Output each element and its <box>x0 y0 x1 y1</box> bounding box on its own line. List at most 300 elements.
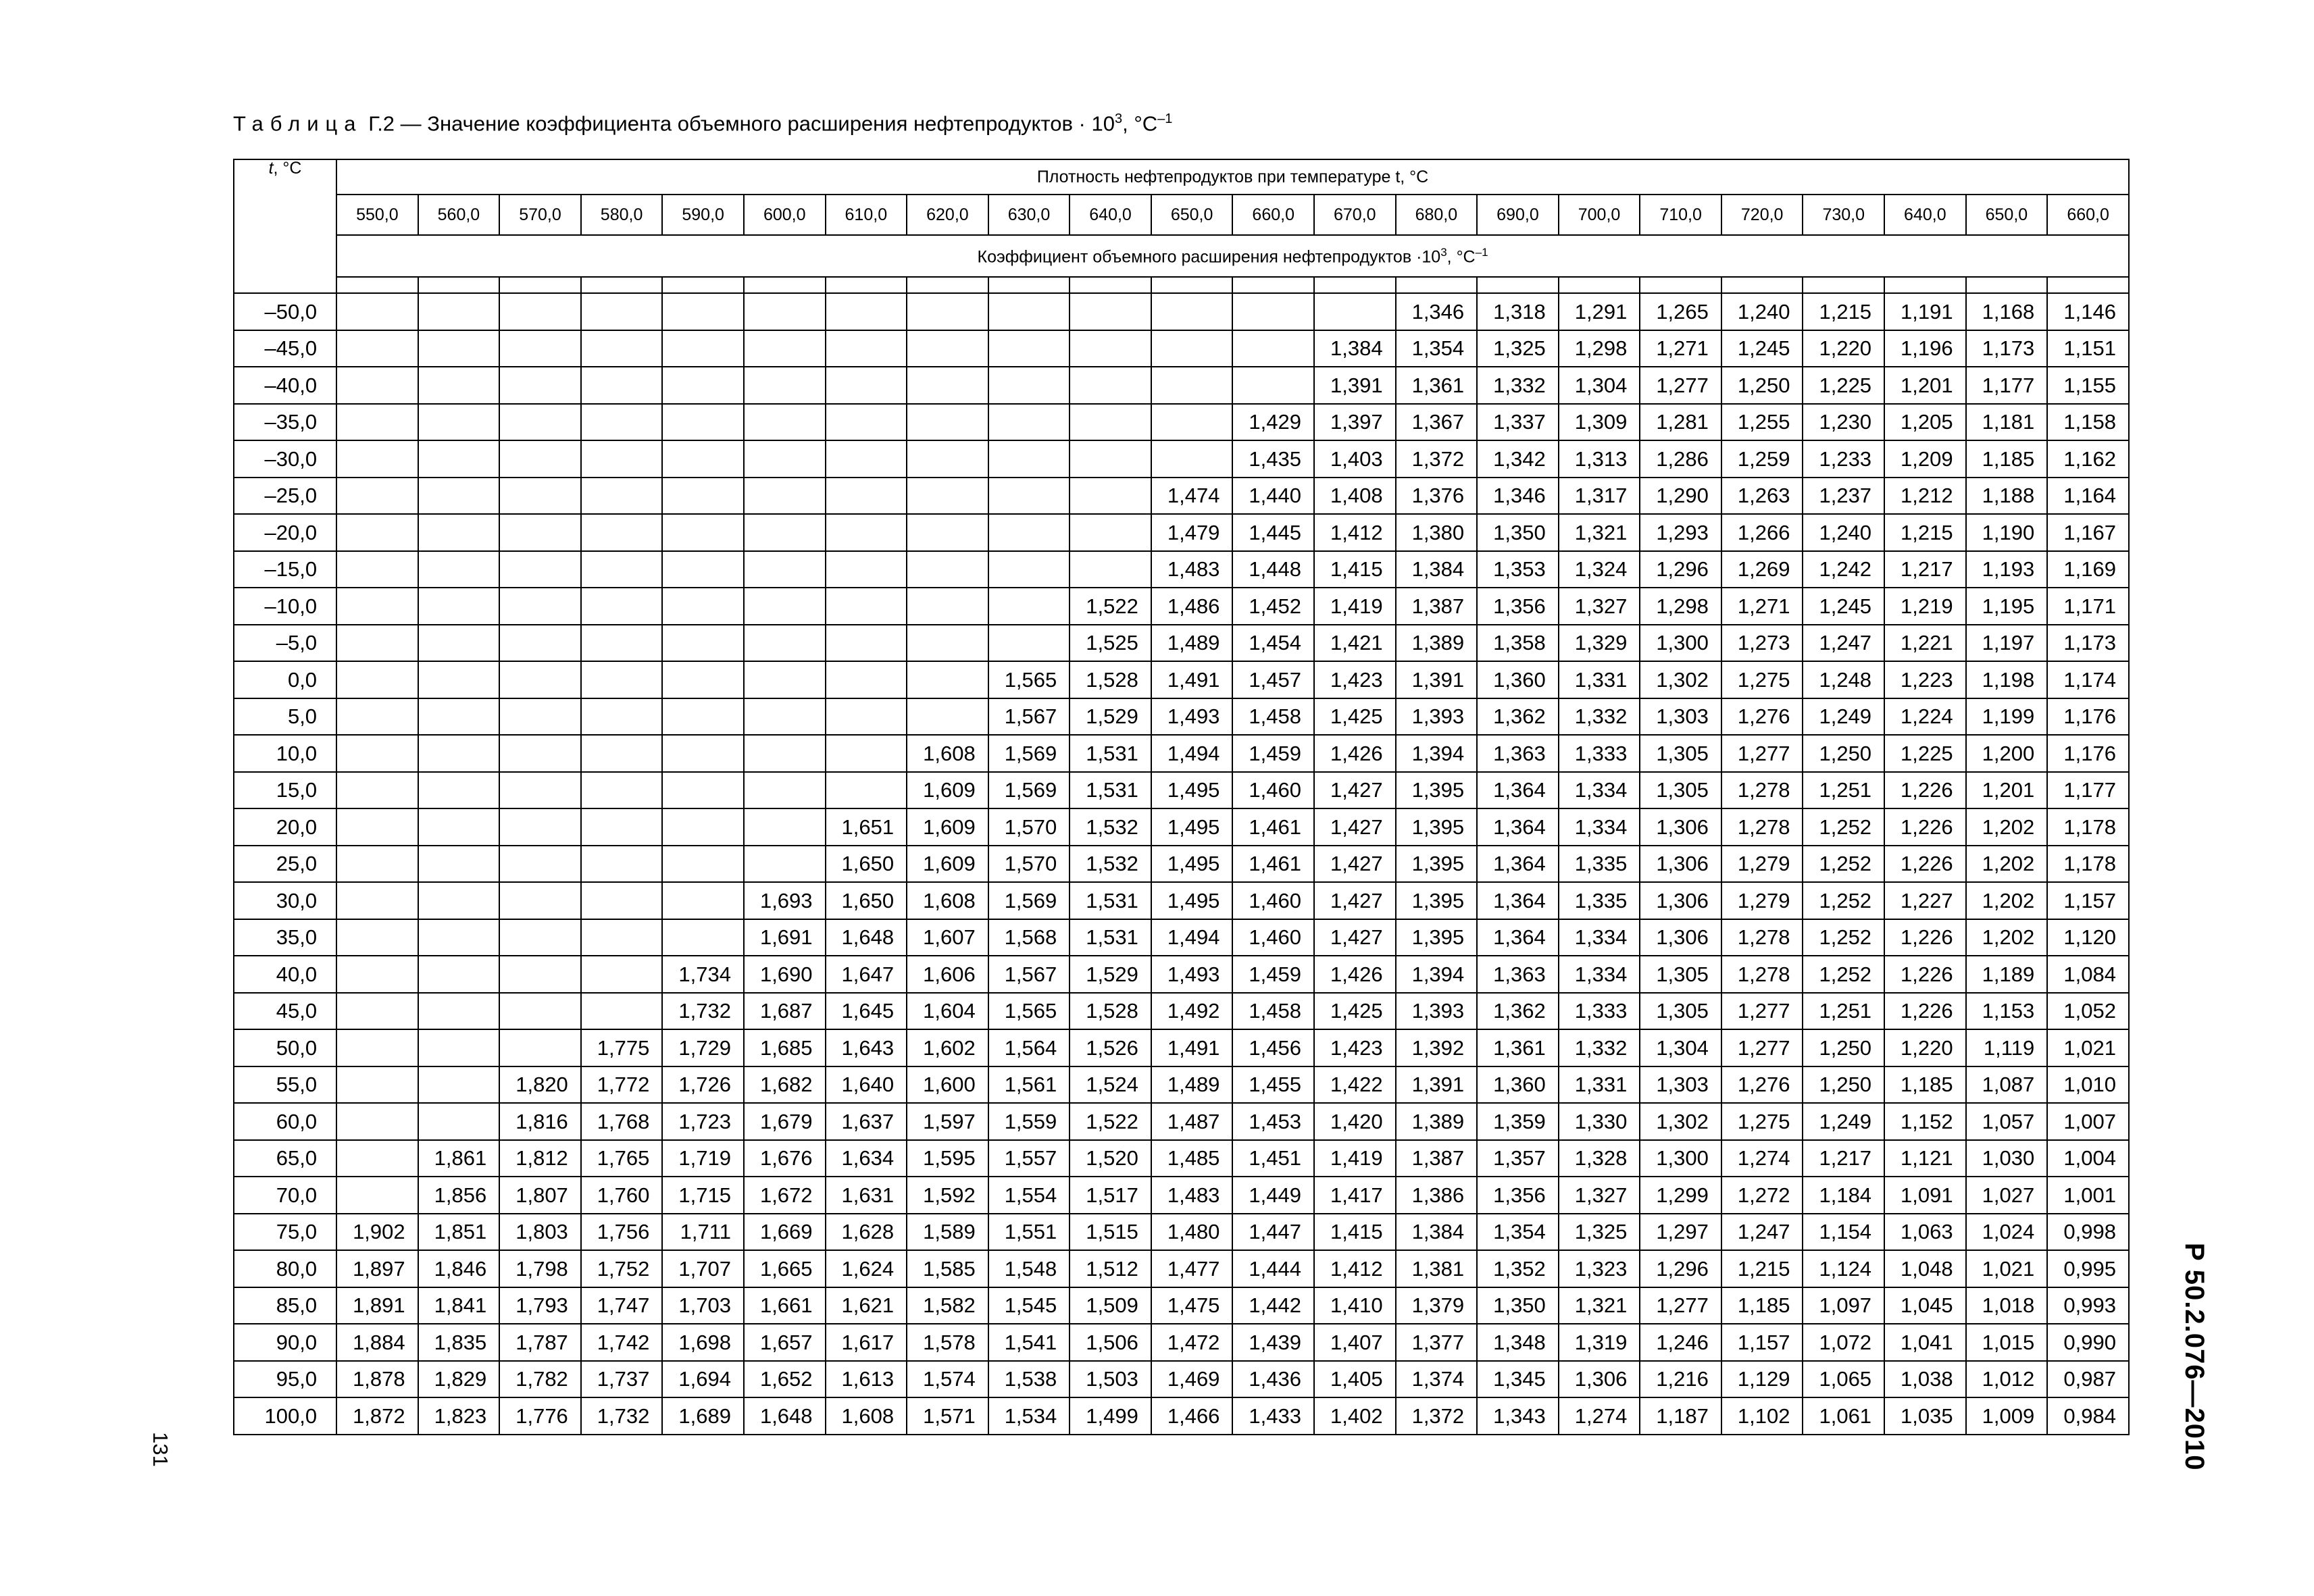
value-cell: 1,426 <box>1314 735 1396 772</box>
value-cell <box>907 440 988 478</box>
value-cell <box>907 588 988 625</box>
table-row <box>234 919 2129 956</box>
value-cell: 1,321 <box>1559 1287 1640 1324</box>
table-row <box>234 993 2129 1030</box>
value-cell: 1,269 <box>1721 551 1803 588</box>
value-cell: 1,306 <box>1640 808 1721 846</box>
value-cell <box>418 330 500 367</box>
value-cell: 1,393 <box>1396 698 1478 736</box>
value-cell: 1,442 <box>1232 1287 1314 1324</box>
temperature-cell: 90,0 <box>234 1324 336 1361</box>
value-cell <box>581 735 663 772</box>
value-cell <box>826 772 907 809</box>
value-cell: 1,726 <box>662 1066 744 1104</box>
value-cell <box>988 588 1070 625</box>
value-cell: 1,407 <box>1314 1324 1396 1361</box>
spacer-cell <box>499 277 581 293</box>
value-cell: 1,277 <box>1640 1287 1721 1324</box>
value-cell <box>662 293 744 330</box>
value-cell: 1,306 <box>1640 846 1721 883</box>
value-cell: 1,719 <box>662 1140 744 1177</box>
value-cell <box>744 367 826 404</box>
value-cell: 1,422 <box>1314 1066 1396 1104</box>
temperature-cell: 65,0 <box>234 1140 336 1177</box>
value-cell <box>1151 293 1233 330</box>
value-cell: 1,304 <box>1640 1029 1721 1066</box>
value-cell: 1,360 <box>1477 661 1559 698</box>
value-cell: 1,333 <box>1559 993 1640 1030</box>
value-cell: 1,648 <box>744 1397 826 1435</box>
column-header: 560,0 <box>418 195 500 235</box>
value-cell: 1,021 <box>1966 1250 2048 1287</box>
value-cell: 1,685 <box>744 1029 826 1066</box>
value-cell: 1,458 <box>1232 993 1314 1030</box>
value-cell: 1,522 <box>1070 1103 1151 1140</box>
value-cell <box>662 478 744 515</box>
value-cell: 1,807 <box>499 1177 581 1214</box>
value-cell: 1,302 <box>1640 661 1721 698</box>
value-cell: 1,178 <box>2047 808 2129 846</box>
value-cell: 1,509 <box>1070 1287 1151 1324</box>
value-cell: 1,661 <box>744 1287 826 1324</box>
value-cell: 1,072 <box>1803 1324 1884 1361</box>
value-cell: 1,274 <box>1721 1140 1803 1177</box>
value-cell: 1,153 <box>1966 993 2048 1030</box>
value-cell: 1,768 <box>581 1103 663 1140</box>
temperature-cell: –15,0 <box>234 551 336 588</box>
value-cell: 1,531 <box>1070 735 1151 772</box>
value-cell: 1,447 <box>1232 1214 1314 1251</box>
value-cell: 1,168 <box>1966 293 2048 330</box>
value-cell: 1,384 <box>1396 551 1478 588</box>
value-cell: 1,487 <box>1151 1103 1233 1140</box>
value-cell <box>336 588 418 625</box>
value-cell: 1,249 <box>1803 698 1884 736</box>
column-header: 730,0 <box>1803 195 1884 235</box>
value-cell <box>336 440 418 478</box>
value-cell <box>418 808 500 846</box>
temperature-cell: –5,0 <box>234 625 336 662</box>
value-cell: 1,027 <box>1966 1177 2048 1214</box>
value-cell <box>499 588 581 625</box>
value-cell: 1,346 <box>1477 478 1559 515</box>
value-cell: 1,121 <box>1884 1140 1966 1177</box>
value-cell: 1,707 <box>662 1250 744 1287</box>
table-row <box>234 1397 2129 1435</box>
caption-unit: , °С <box>1122 111 1158 136</box>
table-row <box>234 1103 2129 1140</box>
value-cell: 1,226 <box>1884 808 1966 846</box>
value-cell: 1,689 <box>662 1397 744 1435</box>
value-cell <box>581 698 663 736</box>
value-cell <box>336 808 418 846</box>
column-header: 630,0 <box>988 195 1070 235</box>
table-row <box>234 293 2129 330</box>
value-cell: 1,732 <box>581 1397 663 1435</box>
value-cell: 1,585 <box>907 1250 988 1287</box>
value-cell: 1,395 <box>1396 882 1478 919</box>
value-cell: 1,459 <box>1232 735 1314 772</box>
value-cell: 0,984 <box>2047 1397 2129 1435</box>
value-cell: 1,299 <box>1640 1177 1721 1214</box>
value-cell: 1,334 <box>1559 808 1640 846</box>
value-cell: 1,461 <box>1232 808 1314 846</box>
value-cell: 1,279 <box>1721 882 1803 919</box>
value-cell: 1,380 <box>1396 514 1478 551</box>
value-cell <box>336 919 418 956</box>
value-cell: 1,458 <box>1232 698 1314 736</box>
value-cell <box>336 1029 418 1066</box>
value-cell <box>336 1103 418 1140</box>
value-cell: 1,250 <box>1803 1066 1884 1104</box>
value-cell: 1,152 <box>1884 1103 1966 1140</box>
value-cell: 1,569 <box>988 772 1070 809</box>
value-cell: 1,250 <box>1721 367 1803 404</box>
value-cell: 1,202 <box>1966 846 2048 883</box>
value-cell <box>907 514 988 551</box>
value-cell: 1,475 <box>1151 1287 1233 1324</box>
value-cell: 1,397 <box>1314 404 1396 441</box>
temperature-cell: 20,0 <box>234 808 336 846</box>
column-header: 710,0 <box>1640 195 1721 235</box>
value-cell <box>499 735 581 772</box>
value-cell: 1,608 <box>907 882 988 919</box>
value-cell: 1,281 <box>1640 404 1721 441</box>
value-cell: 1,087 <box>1966 1066 2048 1104</box>
value-cell: 1,492 <box>1151 993 1233 1030</box>
value-cell: 1,324 <box>1559 551 1640 588</box>
value-cell: 1,277 <box>1721 1029 1803 1066</box>
value-cell <box>499 330 581 367</box>
value-cell: 1,672 <box>744 1177 826 1214</box>
value-cell: 1,526 <box>1070 1029 1151 1066</box>
value-cell: 1,305 <box>1640 735 1721 772</box>
value-cell: 1,427 <box>1314 919 1396 956</box>
value-cell: 1,157 <box>1721 1324 1803 1361</box>
coefficient-header-text: Коэффициент объемного расширения нефтепродуктов ·10 <box>977 247 1441 267</box>
value-cell: 1,554 <box>988 1177 1070 1214</box>
value-cell: 1,202 <box>1966 808 2048 846</box>
value-cell: 1,460 <box>1232 919 1314 956</box>
value-cell: 1,415 <box>1314 551 1396 588</box>
value-cell: 1,330 <box>1559 1103 1640 1140</box>
value-cell <box>662 588 744 625</box>
value-cell <box>988 625 1070 662</box>
value-cell: 1,483 <box>1151 1177 1233 1214</box>
value-cell: 1,252 <box>1803 882 1884 919</box>
value-cell: 1,249 <box>1803 1103 1884 1140</box>
value-cell: 1,007 <box>2047 1103 2129 1140</box>
value-cell: 1,878 <box>336 1361 418 1398</box>
table-row <box>234 661 2129 698</box>
value-cell: 1,297 <box>1640 1214 1721 1251</box>
column-header: 550,0 <box>336 195 418 235</box>
value-cell <box>1070 404 1151 441</box>
value-cell <box>581 551 663 588</box>
value-cell <box>581 882 663 919</box>
value-cell: 1,306 <box>1640 919 1721 956</box>
value-cell: 1,529 <box>1070 698 1151 736</box>
value-cell: 1,279 <box>1721 846 1803 883</box>
value-cell: 1,291 <box>1559 293 1640 330</box>
value-cell: 1,703 <box>662 1287 744 1324</box>
spacer-cell <box>1884 277 1966 293</box>
value-cell: 1,102 <box>1721 1397 1803 1435</box>
value-cell: 1,321 <box>1559 514 1640 551</box>
value-cell: 1,529 <box>1070 956 1151 993</box>
table-row <box>234 846 2129 883</box>
value-cell: 1,217 <box>1884 551 1966 588</box>
value-cell: 1,851 <box>418 1214 500 1251</box>
value-cell: 1,247 <box>1721 1214 1803 1251</box>
value-cell: 1,185 <box>1966 440 2048 478</box>
table-row <box>234 440 2129 478</box>
table-row <box>234 330 2129 367</box>
value-cell: 1,393 <box>1396 993 1478 1030</box>
value-cell: 1,589 <box>907 1214 988 1251</box>
value-cell <box>744 404 826 441</box>
value-cell: 1,609 <box>907 808 988 846</box>
value-cell: 1,286 <box>1640 440 1721 478</box>
value-cell: 1,691 <box>744 919 826 956</box>
value-cell <box>1314 293 1396 330</box>
value-cell: 1,259 <box>1721 440 1803 478</box>
value-cell: 1,356 <box>1477 588 1559 625</box>
value-cell: 1,364 <box>1477 882 1559 919</box>
value-cell: 1,038 <box>1884 1361 1966 1398</box>
value-cell: 1,255 <box>1721 404 1803 441</box>
value-cell: 1,395 <box>1396 919 1478 956</box>
temperature-cell: 0,0 <box>234 661 336 698</box>
value-cell: 1,309 <box>1559 404 1640 441</box>
value-cell <box>907 293 988 330</box>
value-cell <box>418 588 500 625</box>
value-cell: 1,803 <box>499 1214 581 1251</box>
column-header: 580,0 <box>581 195 663 235</box>
value-cell: 1,252 <box>1803 956 1884 993</box>
value-cell: 1,331 <box>1559 1066 1640 1104</box>
value-cell: 1,491 <box>1151 1029 1233 1066</box>
value-cell <box>418 514 500 551</box>
value-cell: 1,531 <box>1070 882 1151 919</box>
value-cell: 1,045 <box>1884 1287 1966 1324</box>
value-cell: 1,609 <box>907 772 988 809</box>
value-cell: 1,240 <box>1721 293 1803 330</box>
value-cell: 1,332 <box>1559 698 1640 736</box>
value-cell <box>336 882 418 919</box>
temperature-cell: 15,0 <box>234 772 336 809</box>
value-cell: 1,419 <box>1314 588 1396 625</box>
temperature-cell: 45,0 <box>234 993 336 1030</box>
value-cell <box>1151 404 1233 441</box>
value-cell <box>499 808 581 846</box>
value-cell: 1,361 <box>1396 367 1478 404</box>
value-cell <box>1070 367 1151 404</box>
value-cell: 1,607 <box>907 919 988 956</box>
value-cell: 1,327 <box>1559 1177 1640 1214</box>
value-cell <box>499 440 581 478</box>
value-cell: 1,357 <box>1477 1140 1559 1177</box>
value-cell: 1,334 <box>1559 772 1640 809</box>
spacer-cell <box>1966 277 2048 293</box>
table-caption <box>233 111 1172 136</box>
value-cell: 1,230 <box>1803 404 1884 441</box>
value-cell: 1,065 <box>1803 1361 1884 1398</box>
table-row <box>234 478 2129 515</box>
table-row <box>234 551 2129 588</box>
value-cell: 1,215 <box>1803 293 1884 330</box>
value-cell <box>581 956 663 993</box>
temperature-cell: 40,0 <box>234 956 336 993</box>
spacer-cell <box>1232 277 1314 293</box>
value-cell: 1,364 <box>1477 772 1559 809</box>
value-cell: 1,570 <box>988 808 1070 846</box>
value-cell: 1,651 <box>826 808 907 846</box>
value-cell <box>418 846 500 883</box>
value-cell <box>336 1177 418 1214</box>
value-cell <box>826 661 907 698</box>
value-cell: 1,835 <box>418 1324 500 1361</box>
value-cell: 1,499 <box>1070 1397 1151 1435</box>
value-cell: 1,348 <box>1477 1324 1559 1361</box>
value-cell: 1,742 <box>581 1324 663 1361</box>
value-cell <box>581 514 663 551</box>
value-cell: 1,313 <box>1559 440 1640 478</box>
value-cell <box>336 551 418 588</box>
value-cell: 1,775 <box>581 1029 663 1066</box>
spacer-cell <box>1477 277 1559 293</box>
table-row <box>234 625 2129 662</box>
temperature-cell: 35,0 <box>234 919 336 956</box>
value-cell: 1,628 <box>826 1214 907 1251</box>
value-cell: 1,084 <box>2047 956 2129 993</box>
value-cell: 1,250 <box>1803 735 1884 772</box>
value-cell <box>418 404 500 441</box>
value-cell: 1,640 <box>826 1066 907 1104</box>
value-cell <box>826 367 907 404</box>
value-cell: 1,363 <box>1477 735 1559 772</box>
value-cell: 1,495 <box>1151 808 1233 846</box>
value-cell: 1,538 <box>988 1361 1070 1398</box>
value-cell <box>907 330 988 367</box>
value-cell: 1,698 <box>662 1324 744 1361</box>
spacer-cell <box>1640 277 1721 293</box>
value-cell: 1,331 <box>1559 661 1640 698</box>
value-cell: 1,202 <box>1966 919 2048 956</box>
column-header: 680,0 <box>1396 195 1478 235</box>
column-header: 700,0 <box>1559 195 1640 235</box>
value-cell: 1,897 <box>336 1250 418 1287</box>
value-cell: 1,164 <box>2047 478 2129 515</box>
value-cell: 1,327 <box>1559 588 1640 625</box>
value-cell: 1,737 <box>581 1361 663 1398</box>
value-cell <box>581 919 663 956</box>
value-cell: 1,798 <box>499 1250 581 1287</box>
value-cell <box>662 551 744 588</box>
value-cell <box>418 882 500 919</box>
value-cell <box>826 478 907 515</box>
value-cell: 0,990 <box>2047 1324 2129 1361</box>
value-cell: 1,592 <box>907 1177 988 1214</box>
value-cell: 1,024 <box>1966 1214 2048 1251</box>
value-cell: 1,334 <box>1559 919 1640 956</box>
value-cell: 1,265 <box>1640 293 1721 330</box>
value-cell: 1,306 <box>1559 1361 1640 1398</box>
value-cell: 1,676 <box>744 1140 826 1177</box>
value-cell: 1,621 <box>826 1287 907 1324</box>
value-cell: 1,278 <box>1721 919 1803 956</box>
value-cell: 1,645 <box>826 993 907 1030</box>
value-cell: 1,531 <box>1070 772 1151 809</box>
value-cell: 1,334 <box>1559 956 1640 993</box>
value-cell <box>907 551 988 588</box>
column-header: 720,0 <box>1721 195 1803 235</box>
value-cell: 0,987 <box>2047 1361 2129 1398</box>
value-cell <box>336 1066 418 1104</box>
header-row-columns <box>234 195 2129 235</box>
value-cell: 1,276 <box>1721 1066 1803 1104</box>
table-row <box>234 1214 2129 1251</box>
coefficient-header-exponent: 3 <box>1440 245 1447 259</box>
spacer-cell <box>662 277 744 293</box>
value-cell: 1,494 <box>1151 735 1233 772</box>
value-cell: 1,524 <box>1070 1066 1151 1104</box>
value-cell: 1,350 <box>1477 1287 1559 1324</box>
value-cell: 1,293 <box>1640 514 1721 551</box>
value-cell: 1,361 <box>1477 1029 1559 1066</box>
value-cell: 1,217 <box>1803 1140 1884 1177</box>
value-cell: 1,318 <box>1477 293 1559 330</box>
value-cell: 1,157 <box>2047 882 2129 919</box>
value-cell <box>499 698 581 736</box>
value-cell <box>1232 293 1314 330</box>
value-cell: 1,528 <box>1070 661 1151 698</box>
value-cell: 1,823 <box>418 1397 500 1435</box>
value-cell: 1,328 <box>1559 1140 1640 1177</box>
value-cell: 1,902 <box>336 1214 418 1251</box>
value-cell: 1,841 <box>418 1287 500 1324</box>
value-cell: 1,415 <box>1314 1214 1396 1251</box>
value-cell: 1,387 <box>1396 588 1478 625</box>
value-cell: 1,485 <box>1151 1140 1233 1177</box>
value-cell: 1,694 <box>662 1361 744 1398</box>
value-cell: 1,402 <box>1314 1397 1396 1435</box>
value-cell <box>662 330 744 367</box>
value-cell: 1,151 <box>2047 330 2129 367</box>
value-cell: 1,018 <box>1966 1287 2048 1324</box>
value-cell: 1,298 <box>1559 330 1640 367</box>
value-cell <box>662 698 744 736</box>
value-cell <box>907 698 988 736</box>
value-cell <box>418 440 500 478</box>
value-cell: 1,503 <box>1070 1361 1151 1398</box>
value-cell: 1,176 <box>2047 735 2129 772</box>
value-cell: 1,296 <box>1640 1250 1721 1287</box>
column-header: 570,0 <box>499 195 581 235</box>
value-cell <box>581 293 663 330</box>
temperature-cell: –20,0 <box>234 514 336 551</box>
value-cell: 1,461 <box>1232 846 1314 883</box>
value-cell <box>988 367 1070 404</box>
value-cell: 1,191 <box>1884 293 1966 330</box>
value-cell: 1,829 <box>418 1361 500 1398</box>
value-cell <box>418 661 500 698</box>
value-cell: 1,477 <box>1151 1250 1233 1287</box>
value-cell: 1,220 <box>1803 330 1884 367</box>
column-header: 660,0 <box>2047 195 2129 235</box>
value-cell: 1,650 <box>826 846 907 883</box>
value-cell: 1,372 <box>1396 1397 1478 1435</box>
